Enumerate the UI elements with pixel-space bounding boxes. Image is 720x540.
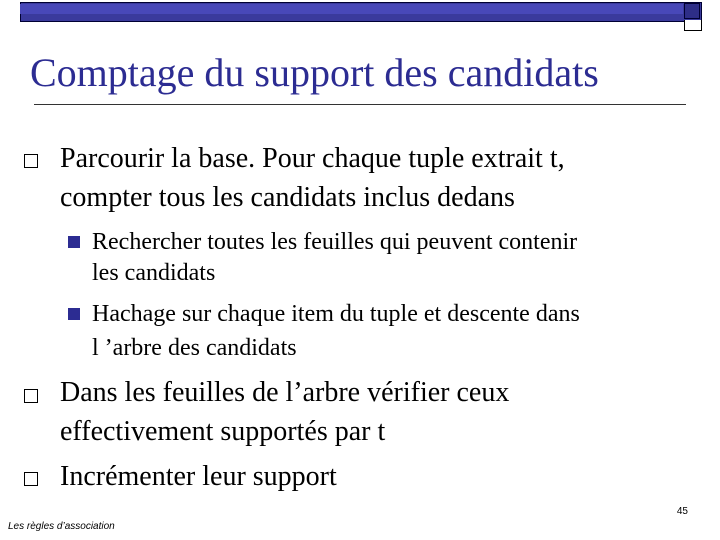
bullet-2-line-2: effectivement supportés par t	[60, 416, 386, 447]
header-bar-highlight	[20, 4, 683, 14]
subbullet-2-line-2: l ’arbre des candidats	[92, 335, 297, 361]
bullet-1-line-2: compter tous les candidats inclus dedans	[60, 182, 515, 213]
title-divider	[34, 104, 686, 105]
filled-square-bullet-icon	[68, 236, 80, 248]
bullet-1-line-1: Parcourir la base. Pour chaque tuple extrait t,	[60, 143, 565, 174]
subbullet-2-line-1: Hachage sur chaque item du tuple et descente dans	[92, 301, 580, 327]
hollow-square-bullet-icon	[24, 154, 38, 168]
subbullet-1-line-1: Rechercher toutes les feuilles qui peuvent contenir	[92, 229, 578, 255]
footer-text: Les règles d’association	[8, 521, 115, 532]
subbullet-1-line-2: les candidats	[92, 260, 216, 286]
header-corner-square	[684, 3, 700, 19]
hollow-square-bullet-icon	[24, 472, 38, 486]
bullet-2-line-1: Dans les feuilles de l’arbre vérifier ceux	[60, 377, 510, 408]
bullet-3-line-1: Incrémenter leur support	[60, 461, 337, 492]
hollow-square-bullet-icon	[24, 389, 38, 403]
slide-title: Comptage du support des candidats	[30, 50, 599, 95]
header-side-tab	[684, 20, 702, 31]
page-number: 45	[676, 506, 688, 517]
filled-square-bullet-icon	[68, 308, 80, 320]
